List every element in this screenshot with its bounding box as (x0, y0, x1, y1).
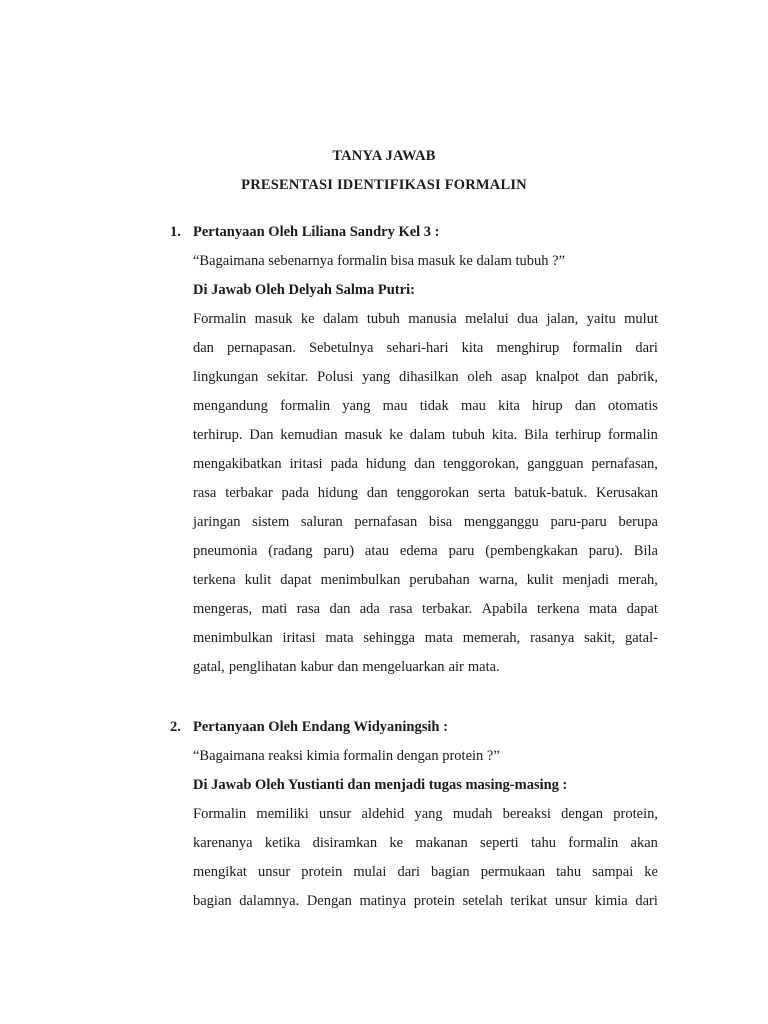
answerer-heading: Di Jawab Oleh Yustianti dan menjadi tugas masing-masing : (193, 777, 568, 793)
question-section-1 (170, 222, 658, 686)
answer-line: jaringan sistem saluran pernafasan bisa mengganggu paru-paru berupa (193, 514, 658, 530)
answer-line: terkena kulit dapat menimbulkan perubahan warna, kulit menjadi merah, (193, 572, 658, 588)
answer-text (193, 804, 658, 920)
question-heading (170, 222, 658, 251)
question-quote: “Bagaimana reaksi kimia formalin dengan protein ?” (193, 748, 500, 764)
answer-text (193, 309, 658, 686)
document-title: TANYA JAWAB (332, 148, 436, 164)
document-subtitle: PRESENTASI IDENTIFIKASI FORMALIN (241, 177, 527, 193)
answer-line: mengakibatkan iritasi pada hidung dan tenggorokan, gangguan pernafasan, (193, 456, 658, 472)
question-quote: “Bagaimana sebenarnya formalin bisa masuk ke dalam tubuh ?” (193, 253, 566, 269)
answer-line: mengandung formalin yang mau tidak mau kita hirup dan otomatis (193, 398, 658, 414)
answer-line: mengeras, mati rasa dan ada rasa terbakar. Apabila terkena mata dapat (193, 601, 658, 617)
answer-line: gatal, penglihatan kabur dan mengeluarkan air mata. (193, 659, 500, 675)
answer-line: bagian dalamnya. Dengan matinya protein setelah terikat unsur kimia dari (193, 893, 658, 909)
question-asker: Pertanyaan Oleh Liliana Sandry Kel 3 : (193, 224, 440, 240)
answer-line: mengikat unsur protein mulai dari bagian permukaan tahu sampai ke (193, 864, 658, 880)
question-asker: Pertanyaan Oleh Endang Widyaningsih : (193, 719, 448, 735)
answer-line: dan pernapasan. Sebetulnya sehari-hari kita menghirup formalin dari (193, 340, 658, 356)
answer-line: Formalin masuk ke dalam tubuh manusia melalui dua jalan, yaitu mulut (193, 311, 658, 327)
question-number: 2. (170, 719, 181, 735)
answer-line: karenanya ketika disiramkan ke makanan seperti tahu formalin akan (193, 835, 658, 851)
answer-line: lingkungan sekitar. Polusi yang dihasilkan oleh asap knalpot dan pabrik, (193, 369, 658, 385)
answer-line: Formalin memiliki unsur aldehid yang mudah bereaksi dengan protein, (193, 806, 658, 822)
answer-line: rasa terbakar pada hidung dan tenggorokan serta batuk-batuk. Kerusakan (193, 485, 658, 501)
answer-line: menimbulkan iritasi mata sehingga mata memerah, rasanya sakit, gatal- (193, 630, 658, 646)
question-number: 1. (170, 224, 181, 240)
answer-line: terhirup. Dan kemudian masuk ke dalam tubuh kita. Bila terhirup formalin (193, 427, 658, 443)
answer-line: pneumonia (radang paru) atau edema paru (pembengkakan paru). Bila (193, 543, 658, 559)
answerer-heading: Di Jawab Oleh Delyah Salma Putri: (193, 282, 415, 298)
question-section-2 (170, 717, 658, 920)
question-heading (170, 717, 658, 746)
